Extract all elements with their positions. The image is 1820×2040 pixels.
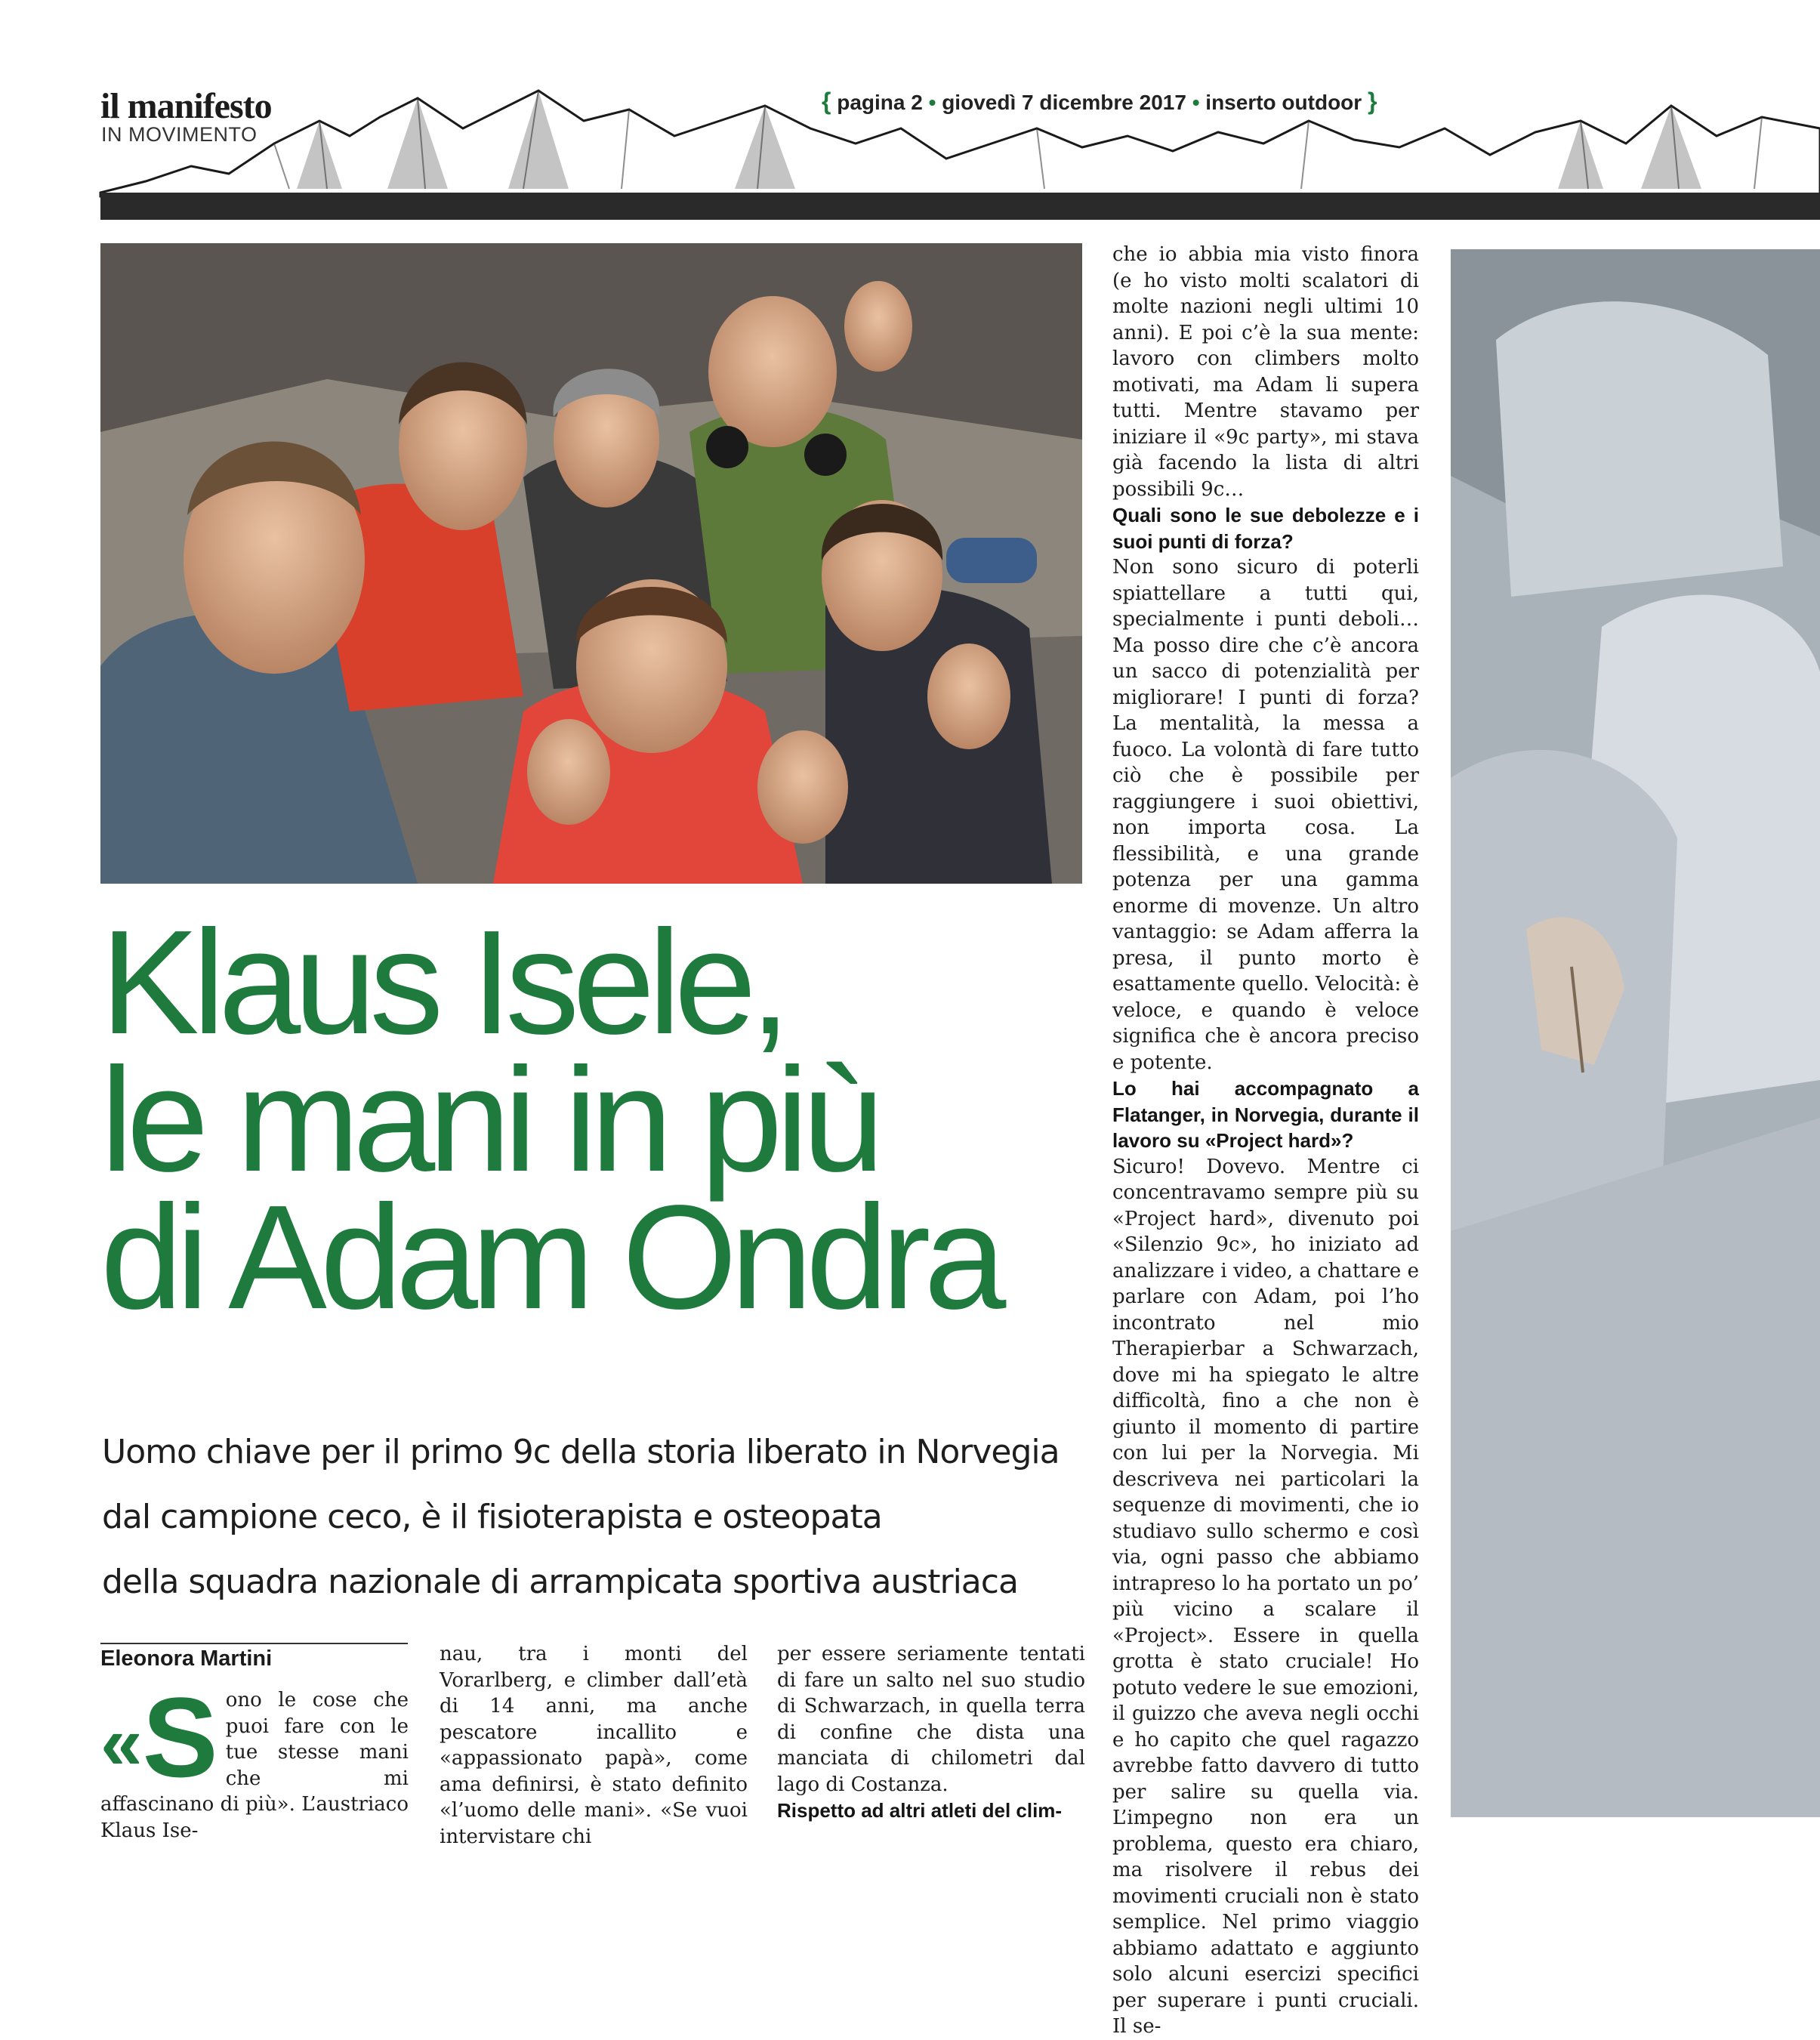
ice-cave-photo	[1451, 249, 1820, 1817]
interview-question: Lo hai accompagnato a Flatanger, in Norvegia, durante il lavoro su «Project hard»?	[1112, 1077, 1419, 1152]
masthead-rule	[100, 193, 1820, 220]
group-selfie-photo	[100, 243, 1082, 884]
dateline-date: giovedì 7 dicembre 2017	[942, 91, 1186, 114]
author-byline: Eleonora Martini	[100, 1647, 273, 1671]
interview-question: Quali sono le sue debolezze e i suoi punti di forza?	[1112, 504, 1419, 553]
section-subtitle: IN MOVIMENTO	[101, 123, 258, 146]
article-column-1	[100, 1674, 409, 1842]
headline-line: di Adam Ondra	[100, 1174, 1000, 1340]
dateline-close-brace: }	[1367, 88, 1377, 115]
column-text: nau, tra i monti del Vorarlberg, e climber dall’età di 14 anni, ma anche pescatore incallito e «appassionato papà», come ama definirsi, è stato definito «l’uomo delle mani». «Se vuoi intervistare chi	[440, 1643, 748, 1848]
article-headline	[100, 900, 1105, 1340]
dropcap-letter: S	[142, 1674, 218, 1801]
dateline-page: pagina 2	[837, 91, 923, 114]
dateline	[816, 88, 1383, 116]
subheadline-line: Uomo chiave per il primo 9c della storia liberato in Norvegia	[102, 1433, 1060, 1471]
headline-line: le mani in più	[100, 1037, 878, 1202]
column-text: Sicuro! Dovevo. Mentre ci concentravamo sempre più su «Project hard», divenuto poi «Silenzio 9c», ho iniziato ad analizzare i video, a chattare e parlare con Adam, poi l’ho incontrato nel mio Therapierbar a Schwarzach, dove mi ha spiegato le altre difficoltà, fino a che non è giunto il momento di partire con lui per la Norvegia. Mi descriveva nei particolari la sequenze di movimenti, che io studiavo sullo schermo e così via, ogni passo che abbiamo intrapreso lo ha portato un po’ più vicino a scalare il «Project». Essere in quella grotta è stato cruciale! Ho potuto vedere le sue emozioni, il guizzo che aveva negli occhi e ho capito che quel ragazzo avrebbe fatto davvero di tutto per salire su quella via. L’impegno non era un problema, questo era chiaro, ma risolvere il rebus dei movimenti cruciali non è stato semplice. Nel primo viaggio abbiamo adattato e aggiunto solo alcuni esercizi specifici per superare i punti cruciali. Il se-	[1112, 1155, 1419, 2038]
byline-rule	[100, 1643, 408, 1644]
dateline-section: inserto outdoor	[1205, 91, 1362, 114]
newspaper-brand: il manifesto	[100, 86, 272, 126]
article-subheadline	[102, 1420, 1099, 1615]
dropcap-quote: «	[100, 1701, 143, 1785]
column-text: Non sono sicuro di poterli spiattellare a tutti qui, specialmente i punti deboli… Ma posso dire che c’è ancora un sacco di potenzialità per migliorare! I punti di forza? La mentalità, la messa a fuoco. La volontà di fare tutto ciò che è possibile per raggiungere i suoi obiettivi, non importa cosa. La flessibilità, e una grande potenza per una gamma enorme di movenze. Un altro vantaggio: se Adam afferra la presa, il punto morto è esattamente quello. Velocità: è veloce, e quando è veloce significa che è ancora preciso e potente.	[1112, 556, 1419, 1074]
dateline-open-brace: {	[822, 88, 831, 115]
column-text: per essere seriamente tentati di fare un salto nel suo studio di Schwarzach, in quella terra di confine che dista una manciata di chilometri dal lago di Costanza.	[777, 1643, 1085, 1796]
subheadline-line: della squadra nazionale di arrampicata sportiva austriaca	[102, 1563, 1018, 1601]
dropcap	[100, 1674, 218, 1801]
dateline-separator-dot: •	[1192, 91, 1200, 114]
subheadline-line: dal campione ceco, è il fisioterapista e osteopata	[102, 1498, 882, 1536]
column-text: che io abbia mia visto finora (e ho visto molti scalatori di molte nazioni negli ultimi 10 anni). E poi c’è la sua mente: lavoro con climbers molto motivati, ma Adam li supera tutti. Mentre stavamo per iniziare il «9c party», mi stava già facendo la lista di altri possibili 9c…	[1112, 243, 1419, 501]
article-column-3	[777, 1641, 1085, 1822]
group-selfie-illustration	[100, 243, 1082, 884]
interview-question: Rispetto ad altri atleti del clim-	[777, 1799, 1063, 1822]
article-column-2	[440, 1641, 748, 1848]
dateline-separator-dot: •	[928, 91, 936, 114]
ice-cave-illustration	[1451, 249, 1820, 1817]
column-text: ono le cose che puoi fare con le tue stesse mani che mi affascinano di più». L’austriaco Klaus Ise-	[100, 1689, 409, 1842]
article-column-4	[1112, 242, 1419, 2038]
headline-line: Klaus Isele,	[100, 900, 785, 1065]
